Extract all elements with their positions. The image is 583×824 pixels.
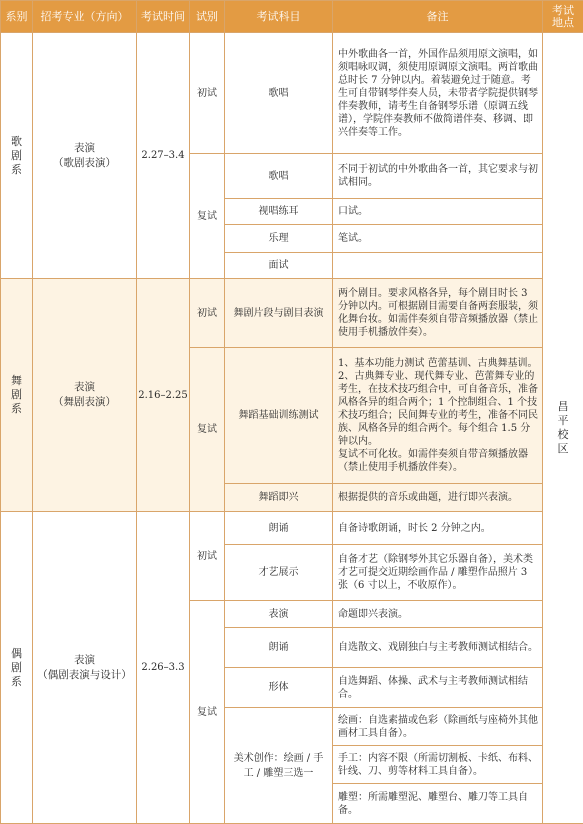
round-cell: 初试	[190, 512, 225, 601]
round-cell: 初试	[190, 33, 225, 154]
table-row	[1, 279, 583, 348]
note-cell: 笔试。	[333, 225, 543, 253]
subject-cell: 形体	[225, 668, 333, 708]
major-cell: 表演 （歌剧表演）	[33, 33, 137, 279]
subject-cell: 朗诵	[225, 628, 333, 668]
major-cell: 表演 （舞剧表演）	[33, 279, 137, 512]
subject-cell: 面试	[225, 253, 333, 279]
note-cell: 绘画：自选素描或色彩（除画纸与座椅外其他画材工具自备）。	[333, 708, 543, 746]
note-cell: 自选舞蹈、体操、武术与主考教师测试相结合。	[333, 668, 543, 708]
header-dept: 系别	[1, 1, 33, 33]
subject-cell: 歌唱	[225, 33, 333, 154]
header-note: 备注	[333, 1, 543, 33]
note-cell: 口试。	[333, 199, 543, 225]
header-row	[1, 1, 583, 33]
dept-cell: 偶剧系	[1, 512, 33, 824]
note-cell: 命题即兴表演。	[333, 601, 543, 628]
location-cell: 昌平校区	[543, 33, 583, 824]
note-cell: 根据提供的音乐或曲题，进行即兴表演。	[333, 484, 543, 512]
major-cell: 表演 （偶剧表演与设计）	[33, 512, 137, 824]
header-location: 考试地点	[543, 1, 583, 33]
table-row	[1, 33, 583, 154]
note-cell: 两个剧目。要求风格各异，每个剧目时长 3 分钟以内。可根据剧目需要自备两套服装，须化舞台妆。如需伴奏须自带音频播放器（禁止使用手机播放伴奏）。	[333, 279, 543, 348]
time-cell: 2.16–2.25	[137, 279, 190, 512]
round-cell: 复试	[190, 154, 225, 279]
subject-cell: 美术创作：绘画 / 手工 / 雕塑三选一	[225, 708, 333, 824]
header-round: 试别	[190, 1, 225, 33]
note-cell: 自备诗歌朗诵，时长 2 分钟之内。	[333, 512, 543, 545]
header-major: 招考专业（方向）	[33, 1, 137, 33]
table-row	[1, 512, 583, 545]
header-subject: 考试科目	[225, 1, 333, 33]
subject-cell: 舞剧片段与剧目表演	[225, 279, 333, 348]
note-cell: 中外歌曲各一首，外国作品须用原文演唱，如须唱咏叹调，须使用原调原文演唱。两首歌曲总时长 7 分钟以内。着装避免过于随意。考生可自带钢琴伴奏人员，未带者学院提供钢琴伴奏教师，请考生自备钢琴乐谱（原调五线谱），学院伴奏教师不做简谱伴奏、移调、即兴伴奏等工作。	[333, 33, 543, 154]
subject-cell: 表演	[225, 601, 333, 628]
note-cell: 手工：内容不限（所需切割板、卡纸、布料、针线、刀、剪等材料工具自备）。	[333, 746, 543, 784]
subject-cell: 才艺展示	[225, 545, 333, 601]
header-time: 考试时间	[137, 1, 190, 33]
note-cell	[333, 253, 543, 279]
round-cell: 复试	[190, 348, 225, 512]
subject-cell: 朗诵	[225, 512, 333, 545]
round-cell: 初试	[190, 279, 225, 348]
note-cell: 雕塑：所需雕塑泥、雕塑台、雕刀等工具自备。	[333, 784, 543, 824]
subject-cell: 舞蹈基础训练测试	[225, 348, 333, 484]
time-cell: 2.27–3.4	[137, 33, 190, 279]
note-cell: 自备才艺（除钢琴外其它乐器自备），美术类才艺可提交近期绘画作品 / 雕塑作品照片 3 张（6 寸以上，不收原作）。	[333, 545, 543, 601]
round-cell: 复试	[190, 601, 225, 824]
note-cell: 1、基本功能力测试 芭蕾基训、古典舞基训。 2、古典舞专业、现代舞专业、芭蕾舞专业的考生，在技术技巧组合中，可自备音乐，准备风格各异的组合两个；1 个控制组合、1 个技术技巧组合；民间舞专业的考生，准备不同民族、风格各异的组合两个。每个组合 1.5 分钟以内。 复试不可化妆。如需伴奏须自带音频播放器（禁止使用手机播放伴奏）。	[333, 348, 543, 484]
dept-cell: 舞剧系	[1, 279, 33, 512]
note-cell: 自选散文、戏剧独白与主考教师测试相结合。	[333, 628, 543, 668]
subject-cell: 视唱练耳	[225, 199, 333, 225]
subject-cell: 舞蹈即兴	[225, 484, 333, 512]
time-cell: 2.26–3.3	[137, 512, 190, 824]
subject-cell: 歌唱	[225, 154, 333, 199]
dept-cell: 歌剧系	[1, 33, 33, 279]
subject-cell: 乐理	[225, 225, 333, 253]
note-cell: 不同于初试的中外歌曲各一首，其它要求与初试相同。	[333, 154, 543, 199]
